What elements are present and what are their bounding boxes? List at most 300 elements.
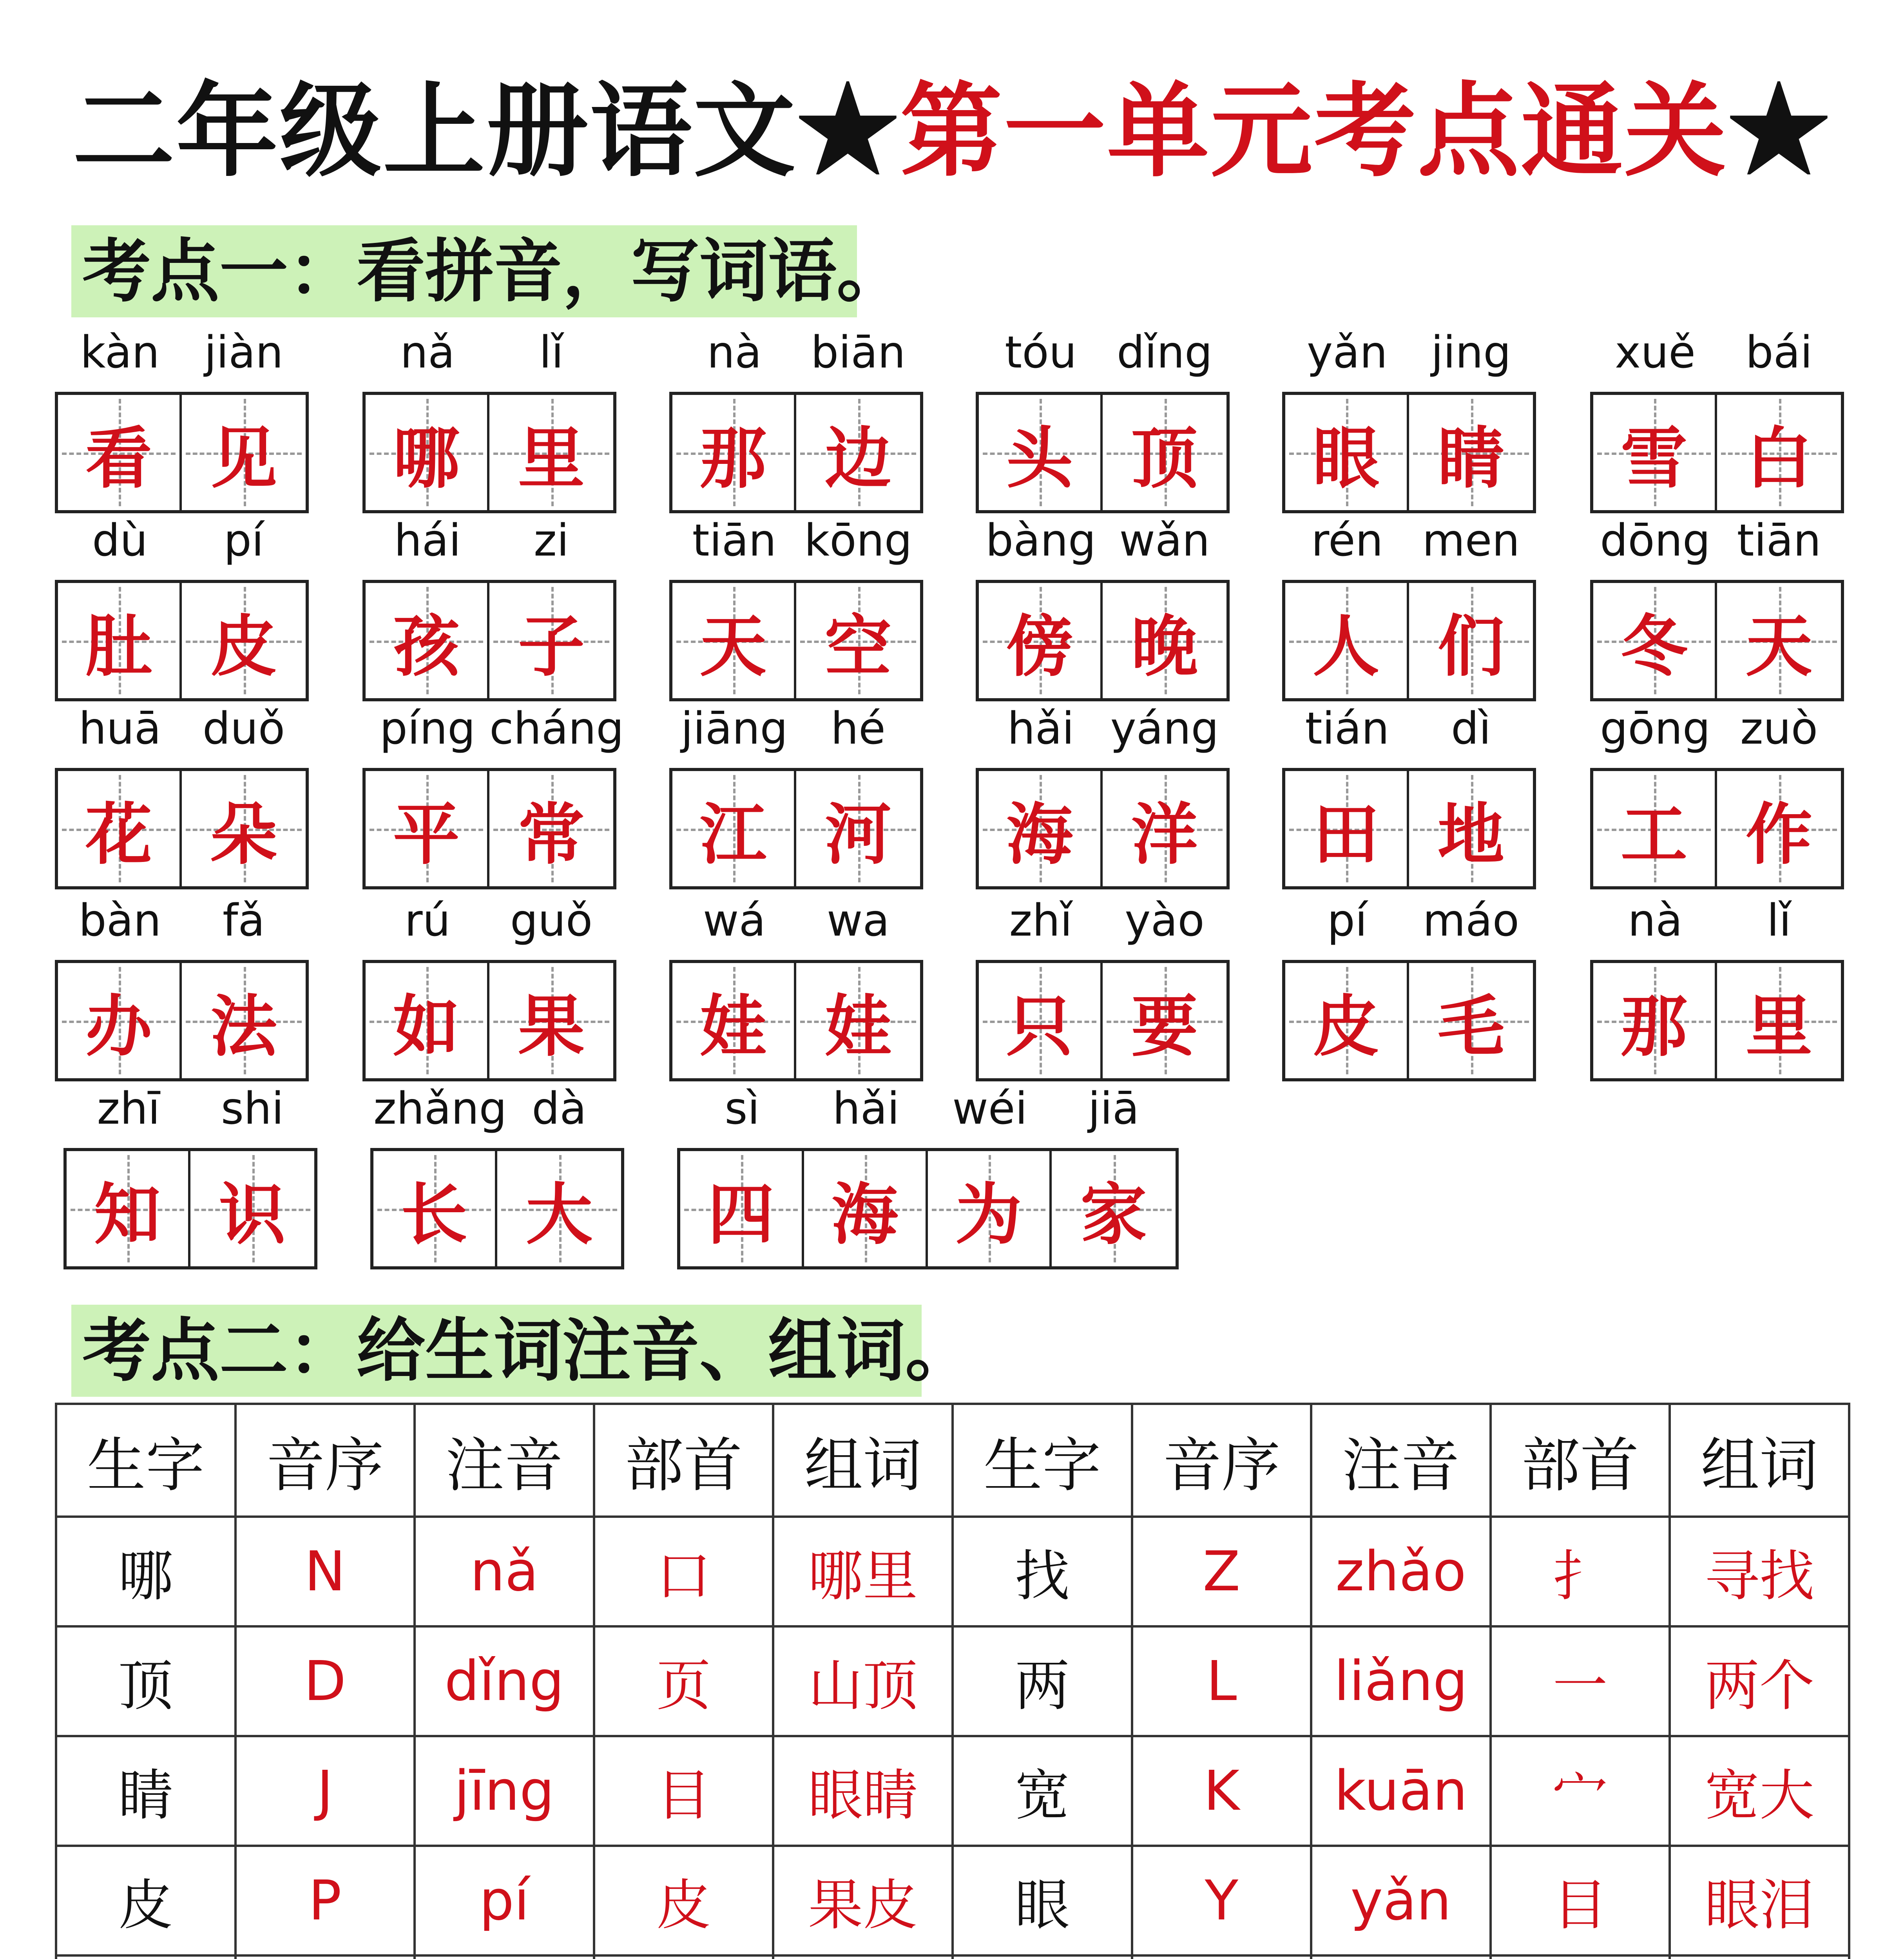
pinyin-line bbox=[63, 1077, 317, 1140]
pinyin-syllable: dōng bbox=[1600, 515, 1710, 566]
hanzi-character: 河 bbox=[824, 795, 891, 874]
column-header: 注音 bbox=[415, 1404, 594, 1517]
hanzi-character: 那 bbox=[1620, 987, 1687, 1066]
section-2-heading: 考点二：给生词注音、组词。 bbox=[71, 1305, 922, 1397]
tianzige-cell bbox=[672, 395, 796, 510]
hanzi-character: 里 bbox=[518, 419, 585, 498]
hanzi-character: 海 bbox=[831, 1175, 898, 1254]
hanzi-character: 花 bbox=[85, 795, 152, 874]
hanzi-character: 只 bbox=[1006, 987, 1073, 1066]
pinyin-line bbox=[677, 1077, 1179, 1140]
cell-initial-letter: L bbox=[1132, 1626, 1312, 1736]
cell-word: 两个 bbox=[1670, 1626, 1849, 1736]
hanzi-character: 天 bbox=[699, 607, 766, 686]
hanzi-character: 朵 bbox=[210, 795, 277, 874]
hanzi-character: 常 bbox=[518, 795, 585, 874]
pinyin-line bbox=[362, 889, 616, 952]
hanzi-character: 空 bbox=[824, 607, 891, 686]
pinyin-syllable: duǒ bbox=[202, 703, 285, 754]
pinyin-line bbox=[976, 509, 1230, 572]
pinyin-syllable: biān bbox=[811, 327, 906, 378]
cell-word bbox=[773, 1955, 953, 1959]
hanzi-character: 娃 bbox=[699, 987, 766, 1066]
pinyin-syllable: cháng bbox=[489, 703, 624, 754]
word-group bbox=[362, 697, 624, 889]
hanzi-character: 眼 bbox=[1312, 419, 1379, 498]
hanzi-character: 白 bbox=[1745, 419, 1812, 498]
table-row bbox=[56, 1955, 1849, 1959]
cell-radical: 目 bbox=[594, 1736, 774, 1846]
cell-radical bbox=[1491, 1955, 1670, 1959]
word-group bbox=[669, 509, 923, 701]
tianzige-cell bbox=[489, 771, 613, 886]
hanzi-character: 如 bbox=[393, 987, 460, 1066]
tianzige-boxes bbox=[669, 960, 923, 1081]
pinyin-line bbox=[1282, 509, 1536, 572]
pinyin-syllable: nà bbox=[1628, 895, 1683, 946]
cell-character: 皮 bbox=[56, 1846, 236, 1955]
cell-initial-letter: J bbox=[236, 1736, 415, 1846]
pinyin-line bbox=[362, 321, 616, 384]
cell-character: 两 bbox=[953, 1626, 1132, 1736]
tianzige-boxes bbox=[55, 960, 309, 1081]
hanzi-character: 识 bbox=[219, 1175, 286, 1254]
cell-word: 宽大 bbox=[1670, 1736, 1849, 1846]
tianzige-cell bbox=[58, 583, 182, 698]
word-group bbox=[1282, 321, 1536, 513]
pinyin-syllable: wǎn bbox=[1119, 515, 1210, 566]
pinyin-line bbox=[976, 697, 1230, 760]
tianzige-cell bbox=[182, 395, 306, 510]
hanzi-character: 家 bbox=[1080, 1175, 1147, 1254]
column-header: 注音 bbox=[1311, 1404, 1491, 1517]
tianzige-boxes bbox=[63, 1148, 317, 1269]
column-header: 组词 bbox=[1670, 1404, 1849, 1517]
character-table bbox=[55, 1403, 1850, 1959]
tianzige-boxes bbox=[1590, 960, 1844, 1081]
hanzi-character: 法 bbox=[210, 987, 277, 1066]
pinyin-line bbox=[370, 1077, 624, 1140]
tianzige-boxes bbox=[976, 960, 1230, 1081]
tianzige-boxes bbox=[1590, 580, 1844, 701]
word-group bbox=[362, 321, 616, 513]
pinyin-line bbox=[669, 889, 923, 952]
pinyin-syllable: yào bbox=[1125, 895, 1205, 946]
pinyin-syllable: lǐ bbox=[539, 327, 564, 378]
tianzige-cell bbox=[979, 395, 1103, 510]
pinyin-line bbox=[55, 509, 309, 572]
title-highlight: 第一单元考点通关 bbox=[900, 71, 1728, 191]
tianzige-cell bbox=[1409, 771, 1533, 886]
pinyin-syllable: tiān bbox=[1737, 515, 1821, 566]
pinyin-syllable: rú bbox=[404, 895, 451, 946]
word-group bbox=[976, 697, 1230, 889]
pinyin-syllable: men bbox=[1422, 515, 1520, 566]
tianzige-cell bbox=[979, 771, 1103, 886]
table-row bbox=[56, 1736, 1849, 1846]
tianzige-boxes bbox=[976, 768, 1230, 889]
tianzige-cell bbox=[1593, 771, 1717, 886]
word-group bbox=[669, 889, 923, 1081]
cell-pinyin: liǎng bbox=[1311, 1626, 1491, 1736]
hanzi-character: 要 bbox=[1131, 987, 1198, 1066]
hanzi-character: 孩 bbox=[393, 607, 460, 686]
tianzige-boxes bbox=[669, 580, 923, 701]
pinyin-syllable: guǒ bbox=[510, 895, 593, 946]
hanzi-character: 江 bbox=[699, 795, 766, 874]
tianzige-cell bbox=[796, 771, 920, 886]
pinyin-syllable: bái bbox=[1745, 327, 1813, 378]
hanzi-character: 为 bbox=[955, 1175, 1022, 1254]
tianzige-cell bbox=[366, 395, 489, 510]
hanzi-character: 睛 bbox=[1437, 419, 1504, 498]
pinyin-syllable: hái bbox=[394, 515, 461, 566]
hanzi-character: 见 bbox=[210, 419, 277, 498]
word-group bbox=[370, 1077, 624, 1269]
tianzige-cell bbox=[1409, 963, 1533, 1078]
cell-word: 果皮 bbox=[773, 1846, 953, 1955]
hanzi-character: 毛 bbox=[1437, 987, 1504, 1066]
pinyin-syllable: tiān bbox=[692, 515, 777, 566]
tianzige-boxes bbox=[55, 768, 309, 889]
tianzige-boxes bbox=[370, 1148, 624, 1269]
cell-pinyin: kuān bbox=[1311, 1736, 1491, 1846]
hanzi-character: 肚 bbox=[85, 607, 152, 686]
word-group bbox=[1590, 697, 1844, 889]
pinyin-syllable: huā bbox=[78, 703, 161, 754]
pinyin-syllable: hǎi bbox=[1007, 703, 1074, 754]
pinyin-syllable: jiàn bbox=[204, 327, 283, 378]
cell-word bbox=[1670, 1955, 1849, 1959]
pinyin-syllable: wa bbox=[826, 895, 890, 946]
cell-pinyin bbox=[1311, 1955, 1491, 1959]
word-group bbox=[669, 697, 923, 889]
pinyin-line bbox=[669, 321, 923, 384]
tianzige-cell bbox=[1103, 583, 1226, 698]
tianzige-cell bbox=[1717, 963, 1841, 1078]
pinyin-syllable: zhǐ bbox=[1009, 895, 1072, 946]
tianzige-cell bbox=[489, 963, 613, 1078]
cell-initial-letter: P bbox=[236, 1846, 415, 1955]
hanzi-character: 天 bbox=[1745, 607, 1812, 686]
table-row bbox=[56, 1846, 1849, 1955]
tianzige-boxes bbox=[1590, 768, 1844, 889]
cell-radical: 皮 bbox=[594, 1846, 774, 1955]
word-group bbox=[55, 321, 309, 513]
cell-character bbox=[953, 1955, 1132, 1959]
pinyin-line bbox=[669, 697, 923, 760]
pinyin-syllable: zuò bbox=[1740, 703, 1818, 754]
hanzi-character: 头 bbox=[1006, 419, 1073, 498]
pinyin-syllable: wéi bbox=[952, 1083, 1027, 1134]
page-title bbox=[0, 67, 1904, 196]
pinyin-syllable: lǐ bbox=[1766, 895, 1792, 946]
cell-character: 眼 bbox=[953, 1846, 1132, 1955]
cell-radical: 扌 bbox=[1491, 1517, 1670, 1626]
pinyin-syllable: zhī bbox=[97, 1083, 160, 1134]
pinyin-syllable: zi bbox=[534, 515, 569, 566]
hanzi-character: 皮 bbox=[210, 607, 277, 686]
pinyin-syllable: yǎn bbox=[1307, 327, 1388, 378]
tianzige-cell bbox=[1593, 583, 1717, 698]
word-group bbox=[1282, 889, 1536, 1081]
pinyin-syllable: hé bbox=[831, 703, 886, 754]
pinyin-syllable: kàn bbox=[80, 327, 160, 378]
tianzige-boxes bbox=[677, 1148, 1179, 1269]
tianzige-cell bbox=[1103, 395, 1226, 510]
pinyin-syllable: jing bbox=[1431, 327, 1511, 378]
word-group bbox=[362, 509, 616, 701]
cell-radical: 目 bbox=[1491, 1846, 1670, 1955]
word-group bbox=[1282, 509, 1536, 701]
tianzige-cell bbox=[366, 771, 489, 886]
tianzige-cell bbox=[979, 583, 1103, 698]
cell-character: 宽 bbox=[953, 1736, 1132, 1846]
hanzi-character: 娃 bbox=[824, 987, 891, 1066]
pinyin-line bbox=[55, 697, 309, 760]
pinyin-syllable: bàng bbox=[986, 515, 1096, 566]
cell-initial-letter: N bbox=[236, 1517, 415, 1626]
pinyin-line bbox=[55, 321, 309, 384]
tianzige-boxes bbox=[362, 580, 616, 701]
pinyin-syllable: nǎ bbox=[400, 327, 455, 378]
cell-character: 睛 bbox=[56, 1736, 236, 1846]
tianzige-cell bbox=[979, 963, 1103, 1078]
tianzige-cell bbox=[1103, 963, 1226, 1078]
tianzige-cell bbox=[1717, 771, 1841, 886]
pinyin-syllable: máo bbox=[1422, 895, 1520, 946]
pinyin-syllable: xuě bbox=[1614, 327, 1696, 378]
pinyin-syllable: hǎi bbox=[832, 1083, 900, 1134]
pinyin-syllable: gōng bbox=[1600, 703, 1710, 754]
tianzige-cell bbox=[672, 583, 796, 698]
hanzi-character: 办 bbox=[85, 987, 152, 1066]
pinyin-syllable: píng bbox=[379, 703, 476, 754]
cell-pinyin bbox=[415, 1955, 594, 1959]
hanzi-character: 哪 bbox=[393, 419, 460, 498]
tianzige-cell bbox=[1103, 771, 1226, 886]
hanzi-character: 雪 bbox=[1620, 419, 1687, 498]
tianzige-cell bbox=[796, 963, 920, 1078]
tianzige-cell bbox=[672, 771, 796, 886]
tianzige-boxes bbox=[1590, 392, 1844, 513]
tianzige-cell bbox=[680, 1151, 804, 1266]
pinyin-syllable: nà bbox=[707, 327, 762, 378]
cell-character: 找 bbox=[953, 1517, 1132, 1626]
hanzi-character: 果 bbox=[518, 987, 585, 1066]
word-group bbox=[976, 321, 1230, 513]
pinyin-syllable: yáng bbox=[1110, 703, 1219, 754]
pinyin-syllable: dì bbox=[1451, 703, 1491, 754]
cell-word: 眼睛 bbox=[773, 1736, 953, 1846]
tianzige-cell bbox=[67, 1151, 190, 1266]
pinyin-syllable: sì bbox=[725, 1083, 760, 1134]
tianzige-cell bbox=[1285, 395, 1409, 510]
tianzige-cell bbox=[1285, 771, 1409, 886]
tianzige-cell bbox=[672, 963, 796, 1078]
cell-character bbox=[56, 1955, 236, 1959]
tianzige-boxes bbox=[976, 580, 1230, 701]
cell-word: 山顶 bbox=[773, 1626, 953, 1736]
cell-radical: 口 bbox=[594, 1517, 774, 1626]
cell-initial-letter: Y bbox=[1132, 1846, 1312, 1955]
pinyin-line bbox=[1590, 889, 1844, 952]
word-group bbox=[976, 889, 1230, 1081]
pinyin-line bbox=[1282, 697, 1536, 760]
hanzi-character: 洋 bbox=[1131, 795, 1198, 874]
tianzige-cell bbox=[796, 583, 920, 698]
hanzi-character: 冬 bbox=[1620, 607, 1687, 686]
tianzige-boxes bbox=[55, 392, 309, 513]
pinyin-syllable: tián bbox=[1305, 703, 1390, 754]
tianzige-boxes bbox=[1282, 768, 1536, 889]
pinyin-syllable: jiāng bbox=[681, 703, 788, 754]
tianzige-cell bbox=[489, 395, 613, 510]
hanzi-character: 子 bbox=[518, 607, 585, 686]
cell-initial-letter: K bbox=[1132, 1736, 1312, 1846]
section-1-heading: 考点一：看拼音，写词语。 bbox=[71, 225, 857, 317]
tianzige-cell bbox=[928, 1151, 1052, 1266]
pinyin-line bbox=[669, 509, 923, 572]
column-header: 音序 bbox=[1132, 1404, 1312, 1517]
pinyin-syllable: tóu bbox=[1005, 327, 1077, 378]
pinyin-syllable: zhǎng bbox=[373, 1083, 507, 1134]
hanzi-character: 四 bbox=[707, 1175, 774, 1254]
tianzige-cell bbox=[366, 963, 489, 1078]
tianzige-cell bbox=[1285, 583, 1409, 698]
tianzige-cell bbox=[58, 963, 182, 1078]
tianzige-cell bbox=[489, 583, 613, 698]
pinyin-line bbox=[1282, 889, 1536, 952]
hanzi-character: 地 bbox=[1437, 795, 1504, 874]
hanzi-character: 里 bbox=[1745, 987, 1812, 1066]
hanzi-character: 长 bbox=[400, 1175, 467, 1254]
word-group bbox=[976, 509, 1230, 701]
word-group bbox=[55, 889, 309, 1081]
tianzige-cell bbox=[366, 583, 489, 698]
pinyin-line bbox=[362, 509, 616, 572]
tianzige-cell bbox=[1409, 583, 1533, 698]
column-header: 部首 bbox=[1491, 1404, 1670, 1517]
pinyin-line bbox=[1590, 509, 1844, 572]
column-header: 音序 bbox=[236, 1404, 415, 1517]
hanzi-character: 海 bbox=[1006, 795, 1073, 874]
tianzige-cell bbox=[1717, 395, 1841, 510]
tianzige-cell bbox=[1593, 963, 1717, 1078]
column-header: 组词 bbox=[773, 1404, 953, 1517]
pinyin-syllable: pí bbox=[1327, 895, 1368, 946]
column-header: 生字 bbox=[953, 1404, 1132, 1517]
pinyin-syllable: wá bbox=[703, 895, 766, 946]
table-row bbox=[56, 1626, 1849, 1736]
hanzi-character: 人 bbox=[1312, 607, 1379, 686]
column-header: 部首 bbox=[594, 1404, 774, 1517]
tianzige-cell bbox=[1593, 395, 1717, 510]
tianzige-cell bbox=[804, 1151, 928, 1266]
pinyin-line bbox=[1590, 321, 1844, 384]
hanzi-character: 那 bbox=[699, 419, 766, 498]
tianzige-cell bbox=[373, 1151, 497, 1266]
tianzige-boxes bbox=[976, 392, 1230, 513]
tianzige-boxes bbox=[362, 768, 616, 889]
tianzige-boxes bbox=[1282, 580, 1536, 701]
hanzi-character: 作 bbox=[1745, 795, 1812, 874]
pinyin-line bbox=[976, 321, 1230, 384]
tianzige-cell bbox=[1285, 963, 1409, 1078]
word-group bbox=[1590, 889, 1844, 1081]
pinyin-syllable: kōng bbox=[804, 515, 912, 566]
cell-character: 哪 bbox=[56, 1517, 236, 1626]
cell-radical: 宀 bbox=[1491, 1736, 1670, 1846]
cell-initial-letter: Z bbox=[1132, 1517, 1312, 1626]
hanzi-character: 皮 bbox=[1312, 987, 1379, 1066]
hanzi-character: 晚 bbox=[1131, 607, 1198, 686]
hanzi-character: 们 bbox=[1437, 607, 1504, 686]
pinyin-syllable: jiā bbox=[1088, 1083, 1140, 1134]
cell-word: 哪里 bbox=[773, 1517, 953, 1626]
cell-word: 眼泪 bbox=[1670, 1846, 1849, 1955]
tianzige-cell bbox=[1717, 583, 1841, 698]
hanzi-character: 傍 bbox=[1006, 607, 1073, 686]
tianzige-cell bbox=[1409, 395, 1533, 510]
tianzige-cell bbox=[58, 771, 182, 886]
tianzige-boxes bbox=[669, 392, 923, 513]
title-main: 二年级上册语文★ bbox=[72, 71, 900, 191]
tianzige-boxes bbox=[669, 768, 923, 889]
cell-radical bbox=[594, 1955, 774, 1959]
pinyin-line bbox=[1282, 321, 1536, 384]
pinyin-syllable: fǎ bbox=[222, 895, 265, 946]
cell-pinyin: dǐng bbox=[415, 1626, 594, 1736]
word-group bbox=[362, 889, 616, 1081]
hanzi-character: 大 bbox=[525, 1175, 592, 1254]
pinyin-syllable: dà bbox=[532, 1083, 587, 1134]
tianzige-cell bbox=[1052, 1151, 1176, 1266]
word-group bbox=[55, 697, 309, 889]
hanzi-character: 工 bbox=[1620, 795, 1687, 874]
cell-pinyin: yǎn bbox=[1311, 1846, 1491, 1955]
word-group bbox=[677, 1077, 1179, 1269]
pinyin-line bbox=[362, 697, 624, 760]
tianzige-cell bbox=[58, 395, 182, 510]
tianzige-boxes bbox=[362, 960, 616, 1081]
word-group bbox=[1590, 509, 1844, 701]
word-group bbox=[63, 1077, 317, 1269]
cell-character: 顶 bbox=[56, 1626, 236, 1736]
table-body bbox=[56, 1517, 1849, 1959]
cell-pinyin: nǎ bbox=[415, 1517, 594, 1626]
cell-pinyin: zhǎo bbox=[1311, 1517, 1491, 1626]
pinyin-syllable: dǐng bbox=[1116, 327, 1213, 378]
title-star: ★ bbox=[1728, 71, 1832, 191]
word-group bbox=[1282, 697, 1536, 889]
cell-pinyin: jīng bbox=[415, 1736, 594, 1846]
tianzige-cell bbox=[182, 771, 306, 886]
pinyin-syllable: dù bbox=[92, 515, 148, 566]
hanzi-character: 顶 bbox=[1131, 419, 1198, 498]
cell-initial-letter: D bbox=[236, 1626, 415, 1736]
pinyin-syllable: rén bbox=[1311, 515, 1383, 566]
word-group bbox=[55, 509, 309, 701]
cell-word: 寻找 bbox=[1670, 1517, 1849, 1626]
pinyin-line bbox=[976, 889, 1230, 952]
pinyin-syllable: bàn bbox=[78, 895, 161, 946]
hanzi-character: 平 bbox=[393, 795, 460, 874]
tianzige-cell bbox=[497, 1151, 621, 1266]
pinyin-line bbox=[55, 889, 309, 952]
table-header-row bbox=[56, 1404, 1849, 1517]
pinyin-line bbox=[1590, 697, 1844, 760]
